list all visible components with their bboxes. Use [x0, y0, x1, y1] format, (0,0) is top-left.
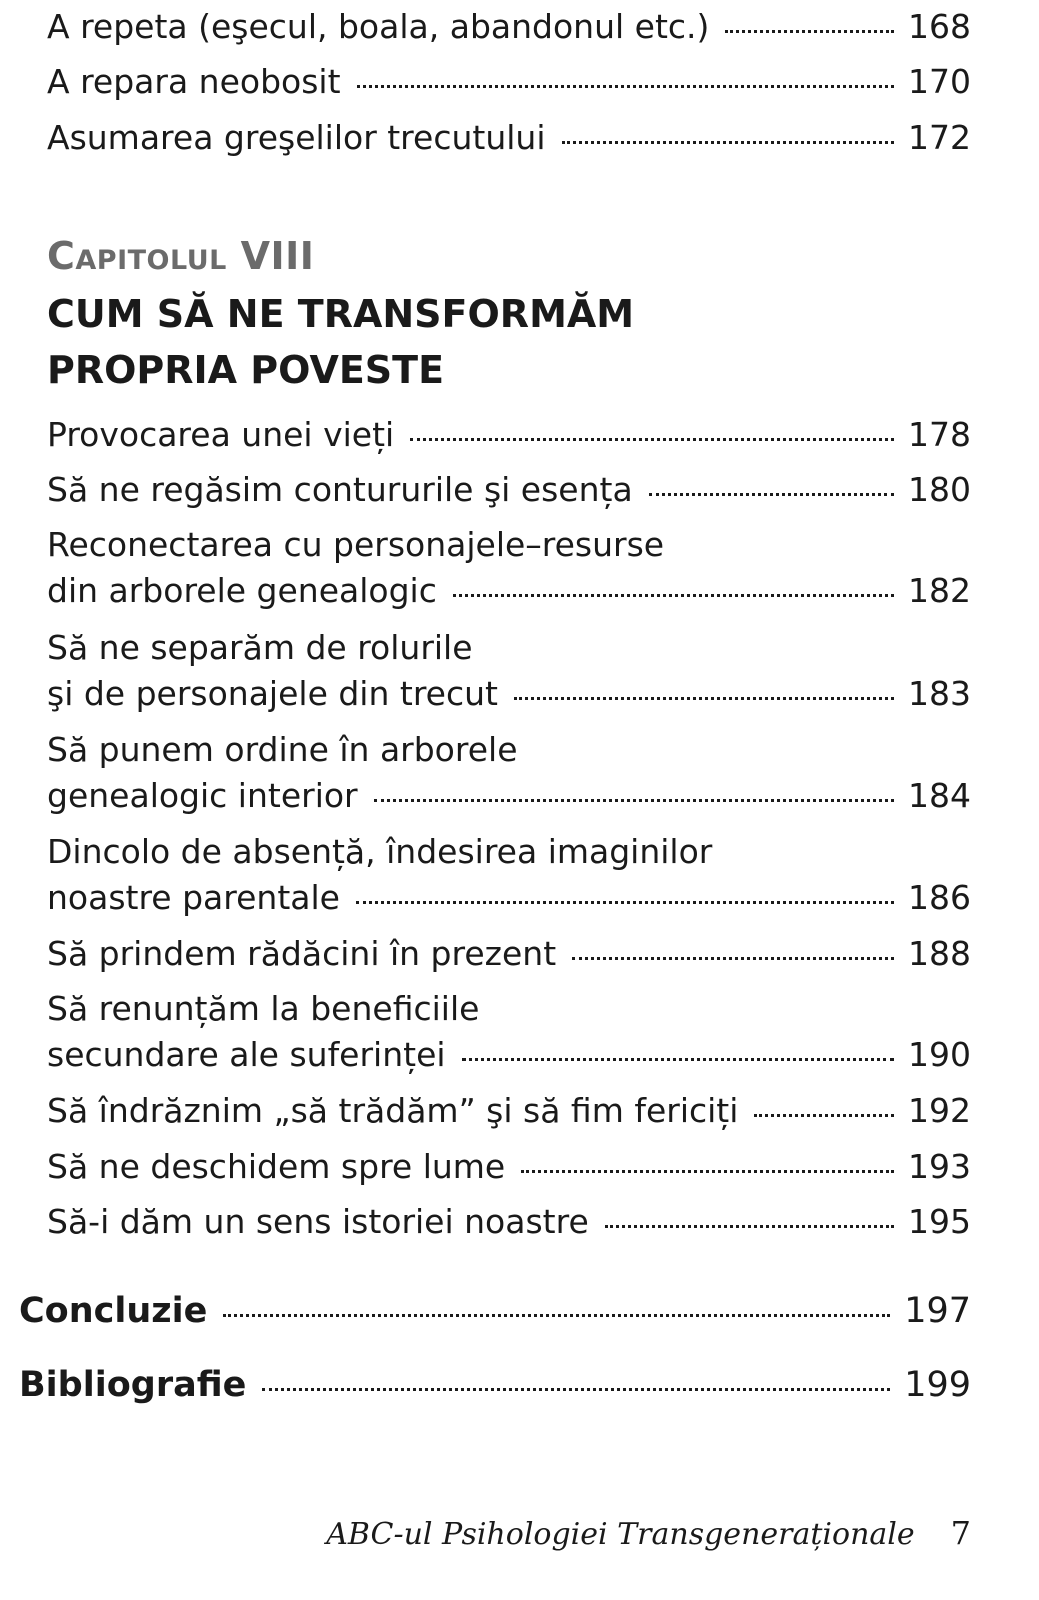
dot-leader — [521, 1170, 894, 1173]
toc-entry-label-line1: Să punem ordine în arborele — [47, 730, 518, 769]
dot-leader — [410, 438, 894, 441]
toc-entry-page: 180 — [908, 470, 971, 509]
chapter-title-line: PROPRIA POVESTE — [47, 348, 445, 392]
toc-entry[interactable] — [47, 412, 971, 458]
toc-entry-label: Să ne deschidem spre lume — [47, 1147, 506, 1186]
toc-entry-label-line1: Dincolo de absență, îndesirea imaginilor — [47, 832, 713, 871]
toc-entry-conclusion[interactable] — [19, 1288, 971, 1334]
toc-entry[interactable] — [47, 829, 971, 921]
dot-leader — [562, 141, 895, 144]
toc-entry-label-line1: Să ne separăm de rolurile — [47, 628, 473, 667]
toc-entry[interactable] — [47, 1144, 971, 1190]
toc-entry-page: 188 — [908, 934, 971, 973]
dot-leader — [462, 1058, 894, 1061]
toc-entry-bibliography[interactable] — [19, 1362, 971, 1408]
chapter-number: Capitolul VIII — [47, 234, 315, 278]
toc-entry-label: Provocarea unei vieți — [47, 415, 395, 454]
toc-entry-label-line1: Să renunțăm la beneficiile — [47, 989, 480, 1028]
toc-entry-page: 193 — [908, 1147, 971, 1186]
dot-leader — [754, 1114, 894, 1117]
toc-entry-label: Să prindem rădăcini în prezent — [47, 934, 557, 973]
toc-entry-label: secundare ale suferinței — [47, 1035, 446, 1074]
toc-entry-page: 178 — [908, 415, 971, 454]
page-number: 7 — [950, 1514, 971, 1552]
dot-leader — [453, 594, 894, 597]
toc-entry-page: 184 — [908, 776, 971, 815]
toc-entry-label: din arborele genealogic — [47, 571, 437, 610]
toc-entry-page: 186 — [908, 878, 971, 917]
toc-entry-label: A repara neobosit — [47, 62, 341, 101]
toc-entry-label: Concluzie — [19, 1291, 208, 1331]
running-title: ABC-ul Psihologiei Transgeneraționale — [326, 1517, 915, 1552]
toc-entry-label: Asumarea greşelilor trecutului — [47, 118, 546, 157]
toc-entry[interactable] — [47, 59, 971, 105]
toc-entry-label: Să-i dăm un sens istoriei noastre — [47, 1202, 589, 1241]
toc-entry-label: Bibliografie — [19, 1365, 247, 1405]
toc-entry[interactable] — [47, 986, 971, 1078]
toc-entry[interactable] — [47, 467, 971, 513]
dot-leader — [725, 30, 894, 33]
toc-entry-label: genealogic interior — [47, 776, 358, 815]
dot-leader — [649, 493, 894, 496]
toc-entry-page: 172 — [908, 118, 971, 157]
dot-leader — [357, 85, 894, 88]
toc-entry-label: şi de personajele din trecut — [47, 674, 498, 713]
toc-entry-label-line1: Reconectarea cu personajele–resurse — [47, 525, 665, 564]
toc-entry-page: 168 — [908, 7, 971, 46]
chapter-title — [47, 286, 847, 398]
toc-entry[interactable] — [47, 625, 971, 717]
toc-entry[interactable] — [47, 4, 971, 50]
toc-entry-label: A repeta (eşecul, boala, abandonul etc.) — [47, 7, 710, 46]
page-footer — [326, 1514, 971, 1552]
toc-entry[interactable] — [47, 115, 971, 161]
toc-entry-label: noastre parentale — [47, 878, 340, 917]
toc-entry-page: 192 — [908, 1091, 971, 1130]
toc-entry[interactable] — [47, 1199, 971, 1245]
dot-leader — [374, 799, 894, 802]
chapter-title-line: CUM SĂ NE TRANSFORMĂM — [47, 292, 635, 336]
toc-entry-label: Să ne regăsim contururile şi esența — [47, 470, 633, 509]
toc-entry[interactable] — [47, 931, 971, 977]
toc-entry-page: 197 — [904, 1291, 971, 1331]
toc-entry[interactable] — [47, 522, 971, 614]
toc-entry-page: 183 — [908, 674, 971, 713]
toc-entry-page: 190 — [908, 1035, 971, 1074]
toc-entry[interactable] — [47, 727, 971, 819]
dot-leader — [514, 697, 894, 700]
toc-entry-page: 199 — [904, 1365, 971, 1405]
dot-leader — [572, 957, 894, 960]
dot-leader — [262, 1388, 890, 1391]
toc-entry-page: 195 — [908, 1202, 971, 1241]
toc-entry-page: 170 — [908, 62, 971, 101]
dot-leader — [223, 1314, 890, 1317]
dot-leader — [605, 1225, 894, 1228]
dot-leader — [356, 901, 894, 904]
toc-entry[interactable] — [47, 1088, 971, 1134]
toc-entry-page: 182 — [908, 571, 971, 610]
toc-entry-label: Să îndrăznim „să trădăm” şi să fim fericiți — [47, 1091, 739, 1130]
